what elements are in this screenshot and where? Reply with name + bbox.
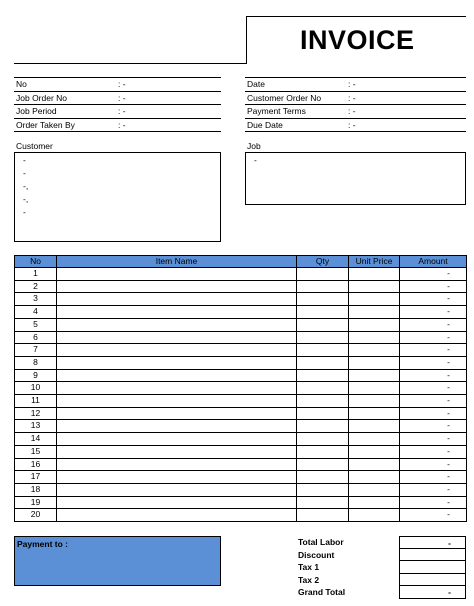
table-row <box>15 395 467 408</box>
amount-cell[interactable]: - <box>400 369 467 382</box>
info-value[interactable]: : - <box>118 92 126 103</box>
total-label: Discount <box>298 549 335 560</box>
unit-price-cell[interactable] <box>349 483 400 496</box>
amount-cell[interactable]: - <box>400 496 467 509</box>
table-row <box>15 433 467 446</box>
row-number[interactable]: 11 <box>15 395 57 408</box>
unit-price-cell[interactable] <box>349 306 400 319</box>
item-name-cell[interactable] <box>57 318 297 331</box>
row-number[interactable]: 2 <box>15 280 57 293</box>
table-row <box>15 318 467 331</box>
info-row <box>245 92 466 106</box>
customer-line: -, <box>23 181 29 191</box>
info-label: No <box>16 79 27 89</box>
item-name-cell[interactable] <box>57 306 297 319</box>
qty-cell[interactable] <box>297 356 349 369</box>
item-name-cell[interactable] <box>57 293 297 306</box>
row-number[interactable]: 7 <box>15 344 57 357</box>
table-row <box>15 420 467 433</box>
info-value[interactable]: : - <box>118 106 126 116</box>
table-header-row <box>15 256 467 268</box>
total-value: - <box>448 538 451 548</box>
table-row <box>15 509 467 522</box>
row-number[interactable]: 13 <box>15 420 57 433</box>
unit-price-cell[interactable] <box>349 445 400 458</box>
unit-price-cell[interactable] <box>349 280 400 293</box>
info-label: Job Period <box>16 106 57 116</box>
amount-cell[interactable]: - <box>400 471 467 484</box>
column-header: No <box>15 256 57 268</box>
table-row <box>15 268 467 281</box>
row-number[interactable]: 10 <box>15 382 57 395</box>
info-row <box>245 77 466 92</box>
row-number[interactable]: 19 <box>15 496 57 509</box>
qty-cell[interactable] <box>297 293 349 306</box>
info-row <box>14 119 221 133</box>
item-name-cell[interactable] <box>57 395 297 408</box>
info-row <box>14 77 221 92</box>
items-table <box>14 255 467 522</box>
table-row <box>15 344 467 357</box>
title-divider <box>14 63 246 64</box>
qty-cell[interactable] <box>297 483 349 496</box>
unit-price-cell[interactable] <box>349 395 400 408</box>
amount-cell[interactable]: - <box>400 509 467 522</box>
info-label: Customer Order No <box>247 92 322 103</box>
row-number[interactable]: 6 <box>15 331 57 344</box>
table-row <box>15 458 467 471</box>
qty-cell[interactable] <box>297 318 349 331</box>
qty-cell[interactable] <box>297 420 349 433</box>
info-label: Date <box>247 79 265 89</box>
total-label: Tax 2 <box>298 574 320 585</box>
title-divider <box>246 16 466 17</box>
info-label: Job Order No <box>16 92 68 103</box>
table-row <box>15 483 467 496</box>
item-name-cell[interactable] <box>57 407 297 420</box>
amount-cell[interactable]: - <box>400 433 467 446</box>
row-number[interactable]: 12 <box>15 407 57 420</box>
row-number[interactable]: 9 <box>15 369 57 382</box>
left-info-block <box>14 77 221 132</box>
table-row <box>15 331 467 344</box>
info-row <box>14 105 221 119</box>
qty-cell[interactable] <box>297 268 349 281</box>
row-number[interactable]: 8 <box>15 356 57 369</box>
item-name-cell[interactable] <box>57 445 297 458</box>
unit-price-cell[interactable] <box>349 509 400 522</box>
amount-cell[interactable]: - <box>400 420 467 433</box>
qty-cell[interactable] <box>297 471 349 484</box>
info-label: Due Date <box>247 119 283 130</box>
item-name-cell[interactable] <box>57 433 297 446</box>
info-value[interactable]: : - <box>348 106 356 116</box>
job-line: - <box>254 155 257 165</box>
customer-line: - <box>23 207 26 217</box>
column-header: Qty <box>297 256 349 268</box>
table-row <box>15 280 467 293</box>
amount-cell[interactable]: - <box>400 344 467 357</box>
amount-cell[interactable]: - <box>400 356 467 369</box>
amount-cell[interactable]: - <box>400 458 467 471</box>
row-number[interactable]: 20 <box>15 509 57 522</box>
amount-cell[interactable]: - <box>400 306 467 319</box>
item-name-cell[interactable] <box>57 509 297 522</box>
table-row <box>15 382 467 395</box>
item-name-cell[interactable] <box>57 420 297 433</box>
total-label: Tax 1 <box>298 562 320 572</box>
qty-cell[interactable] <box>297 509 349 522</box>
amount-cell[interactable]: - <box>400 483 467 496</box>
column-header: Unit Price <box>349 256 400 268</box>
table-row <box>15 445 467 458</box>
row-number[interactable]: 5 <box>15 318 57 331</box>
amount-cell[interactable]: - <box>400 280 467 293</box>
info-value[interactable]: : - <box>118 119 126 130</box>
unit-price-cell[interactable] <box>349 293 400 306</box>
info-label: Payment Terms <box>247 106 306 116</box>
payment-box[interactable] <box>14 536 221 586</box>
totals-labels <box>298 536 345 599</box>
total-value-cell[interactable] <box>399 586 466 599</box>
page-title: INVOICE <box>300 25 415 55</box>
item-name-cell[interactable] <box>57 344 297 357</box>
table-row <box>15 407 467 420</box>
item-name-cell[interactable] <box>57 356 297 369</box>
column-header: Item Name <box>57 256 297 268</box>
item-name-cell[interactable] <box>57 483 297 496</box>
total-value-cell[interactable] <box>399 549 466 562</box>
table-row <box>15 356 467 369</box>
unit-price-cell[interactable] <box>349 331 400 344</box>
right-info-block <box>245 77 466 132</box>
amount-cell[interactable]: - <box>400 318 467 331</box>
column-header: Amount <box>400 256 467 268</box>
table-row <box>15 496 467 509</box>
qty-cell[interactable] <box>297 331 349 344</box>
info-row <box>14 92 221 106</box>
customer-label: Customer <box>16 141 53 151</box>
job-label: Job <box>247 141 261 151</box>
table-row <box>15 369 467 382</box>
amount-cell[interactable]: - <box>400 407 467 420</box>
customer-line: - <box>23 168 26 178</box>
row-number[interactable]: 4 <box>15 306 57 319</box>
row-number[interactable]: 16 <box>15 458 57 471</box>
item-name-cell[interactable] <box>57 268 297 281</box>
row-number[interactable]: 1 <box>15 268 57 281</box>
unit-price-cell[interactable] <box>349 382 400 395</box>
info-row <box>245 119 466 133</box>
amount-cell[interactable]: - <box>400 331 467 344</box>
row-number[interactable]: 15 <box>15 445 57 458</box>
item-name-cell[interactable] <box>57 458 297 471</box>
row-number[interactable]: 17 <box>15 471 57 484</box>
table-row <box>15 293 467 306</box>
unit-price-cell[interactable] <box>349 458 400 471</box>
item-name-cell[interactable] <box>57 369 297 382</box>
amount-cell[interactable]: - <box>400 382 467 395</box>
row-number[interactable]: 18 <box>15 483 57 496</box>
unit-price-cell[interactable] <box>349 318 400 331</box>
unit-price-cell[interactable] <box>349 369 400 382</box>
amount-cell[interactable]: - <box>400 293 467 306</box>
item-name-cell[interactable] <box>57 496 297 509</box>
amount-cell[interactable]: - <box>400 445 467 458</box>
info-value[interactable]: : - <box>348 92 356 103</box>
total-value: - <box>448 587 451 597</box>
qty-cell[interactable] <box>297 369 349 382</box>
totals-values <box>399 536 466 599</box>
row-number[interactable]: 14 <box>15 433 57 446</box>
qty-cell[interactable] <box>297 445 349 458</box>
unit-price-cell[interactable] <box>349 471 400 484</box>
total-value-cell[interactable] <box>399 536 466 549</box>
item-name-cell[interactable] <box>57 280 297 293</box>
total-value-cell[interactable] <box>399 561 466 574</box>
job-box[interactable] <box>245 152 466 205</box>
total-value-cell[interactable] <box>399 574 466 587</box>
info-row <box>245 105 466 119</box>
customer-line: -, <box>23 194 29 204</box>
unit-price-cell[interactable] <box>349 268 400 281</box>
item-name-cell[interactable] <box>57 471 297 484</box>
qty-cell[interactable] <box>297 395 349 408</box>
info-value[interactable]: : - <box>348 119 356 130</box>
qty-cell[interactable] <box>297 382 349 395</box>
unit-price-cell[interactable] <box>349 356 400 369</box>
unit-price-cell[interactable] <box>349 344 400 357</box>
payment-label: Payment to : <box>17 539 69 549</box>
customer-box[interactable] <box>14 152 221 242</box>
qty-cell[interactable] <box>297 458 349 471</box>
qty-cell[interactable] <box>297 280 349 293</box>
table-row <box>15 471 467 484</box>
customer-line: - <box>23 155 26 165</box>
qty-cell[interactable] <box>297 306 349 319</box>
item-name-cell[interactable] <box>57 382 297 395</box>
total-label: Total Labor <box>298 537 344 547</box>
unit-price-cell[interactable] <box>349 496 400 509</box>
title-divider <box>246 16 247 64</box>
item-name-cell[interactable] <box>57 331 297 344</box>
qty-cell[interactable] <box>297 433 349 446</box>
info-value[interactable]: : - <box>118 79 126 89</box>
row-number[interactable]: 3 <box>15 293 57 306</box>
amount-cell[interactable]: - <box>400 268 467 281</box>
qty-cell[interactable] <box>297 407 349 420</box>
info-label: Order Taken By <box>16 119 75 130</box>
amount-cell[interactable]: - <box>400 395 467 408</box>
total-label: Grand Total <box>298 587 346 597</box>
unit-price-cell[interactable] <box>349 433 400 446</box>
info-value[interactable]: : - <box>348 79 356 89</box>
qty-cell[interactable] <box>297 344 349 357</box>
table-row <box>15 306 467 319</box>
qty-cell[interactable] <box>297 496 349 509</box>
unit-price-cell[interactable] <box>349 420 400 433</box>
unit-price-cell[interactable] <box>349 407 400 420</box>
